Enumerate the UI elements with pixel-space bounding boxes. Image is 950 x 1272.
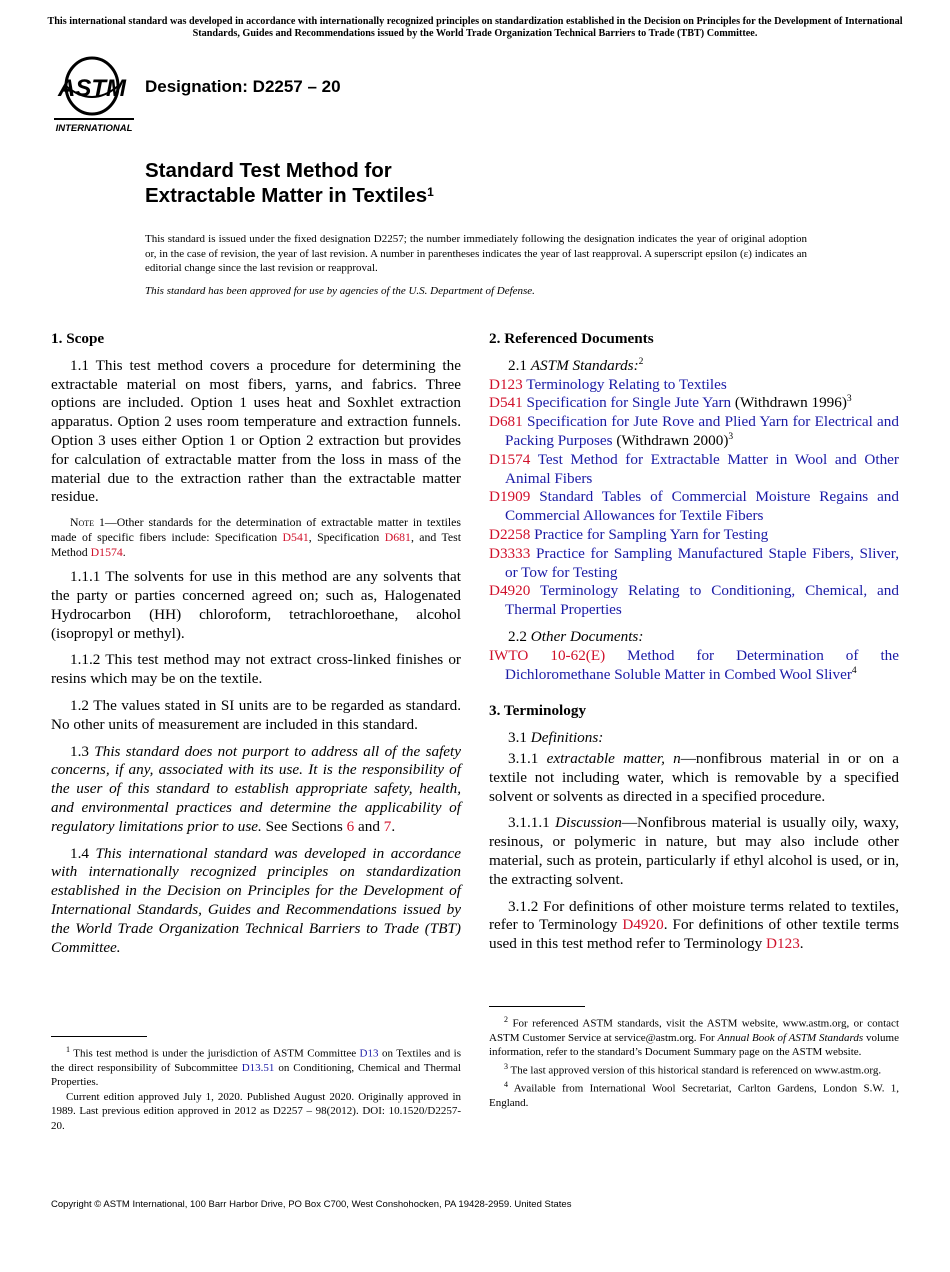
para-1-2: 1.2 The values stated in SI units are to be regarded as standard. No other units of measurement are included in this standard. xyxy=(51,696,461,733)
ref-item[interactable]: D123 Terminology Relating to Textiles xyxy=(489,375,727,393)
ref-item[interactable]: D541 Specification for Single Jute Yarn (Withdrawn 1996)$^3$ xyxy=(489,394,852,412)
link-d541[interactable]: D541 xyxy=(282,530,309,545)
ref-item[interactable]: D1909 Standard Tables of Commercial Moisture Regains and Commercial Allowances for Textile Fibers xyxy=(489,488,899,525)
astm-logo xyxy=(52,56,136,136)
ref-item[interactable]: D681 Specification for Jute Rove and Plied Yarn for Electrical and Packing Purposes (Withdrawn 2000)$^3$ xyxy=(489,413,899,449)
footnote-rule xyxy=(51,1036,147,1037)
link-section-7[interactable]: 7 xyxy=(383,817,392,835)
link-subcommittee-d1351[interactable]: D13.51 xyxy=(241,1062,275,1075)
link-section-6[interactable]: 6 xyxy=(346,817,355,835)
note-1: Note 1—Other standards for the determination of extractable matter in textiles made of specific fibers include: Specification D541, Specification D681, and Test Method D1574. xyxy=(51,515,461,560)
dod-approval: This standard has been approved for use by agencies of the U.S. Department of Defense. xyxy=(145,284,535,297)
para-1-3: 1.3 This standard does not purport to address all of the safety concerns, if any, associated with its use. It is the responsibility of the user of this standard to establish appropriate safety, health, and environmental practices and determine the applicability of regulatory limitations prior to use. See Sections 6 and 7. xyxy=(51,742,461,835)
other-documents-list xyxy=(489,647,899,685)
ref-item[interactable]: D3333 Practice for Sampling Manufactured Staple Fibers, Sliver, or Tow for Testing xyxy=(489,544,899,581)
designation: Designation: D2257 – 20 xyxy=(145,77,341,96)
para-1-4: 1.4 This international standard was developed in accordance with internationally recognized principles on standardization established in the Decision on Principles for the Development of International Standards, Guides and Recommendations issued by the World Trade Organization Technical Barriers to Trade (TBT) Committee. xyxy=(51,844,461,956)
current-edition-note: Current edition approved July 1, 2020. Published August 2020. Originally approved in 1989. Last previous edition approved in 2012 as D2257 – 98(2012). DOI: 10.1520/D2257-20. xyxy=(51,1090,461,1132)
title-line-2: Extractable Matter in Textiles$^1$ xyxy=(145,184,434,207)
astm-standards-list xyxy=(489,376,899,620)
section-terminology-heading: 3. Terminology xyxy=(489,702,587,720)
footnote-4: $^4$ Available from International Wool Secretariat, Carlton Gardens, London S.W. 1, England. xyxy=(489,1079,899,1109)
ref-item[interactable]: IWTO 10-62(E) Method for Determination of the Dichloromethane Soluble Matter in Combed Wool Sliver$^4$ xyxy=(489,646,900,683)
section-referenced-heading: 2. Referenced Documents xyxy=(489,330,654,347)
para-3-1-1: 3.1.1 extractable matter, n—nonfibrous material in or on a textile not including water, which is removable by a specified solvent or solvents as directed in a specified procedure. xyxy=(489,749,899,805)
footnote-3: $^3$ The last approved version of this historical standard is referenced on www.astm.org. xyxy=(504,1061,882,1077)
title-footnote-ref: 1 xyxy=(427,185,434,199)
ref-item[interactable]: D4920 Terminology Relating to Conditioning, Chemical, and Thermal Properties xyxy=(489,582,899,619)
section-scope-heading: 1. Scope xyxy=(51,330,105,347)
link-d681[interactable]: D681 xyxy=(384,530,411,545)
title-line-1: Standard Test Method for xyxy=(145,159,392,182)
copyright-notice: Copyright © ASTM International, 100 Barr Harbor Drive, PO Box C700, West Conshohocken, PA 19428-2959. United States xyxy=(51,1199,572,1210)
preamble xyxy=(145,232,807,298)
left-column xyxy=(51,330,461,965)
astm-standards-label: 2.1 ASTM Standards:$^2$ xyxy=(508,356,644,374)
para-1-1-2: 1.1.2 This test method may not extract cross-linked finishes or resins which may be on the textile. xyxy=(51,651,461,688)
left-footnotes xyxy=(51,1036,461,1133)
right-footnotes xyxy=(489,1006,899,1110)
para-1-1-1: 1.1.1 The solvents for use in this method are any solvents that the party or parties concerned agreed on; such as, Halogenated Hydrocarbon (HH) chloroform, tetrachloroethane, alcohol (isopropyl or methyl). xyxy=(51,568,461,642)
para-3-1-1-1: 3.1.1.1 Discussion—Nonfibrous material is usually oily, waxy, resinous, or polymeric in nature, but may also include other material, such as protein, particularly if ethyl alcohol is used, or in, the extracting solvent. xyxy=(489,814,899,888)
tbt-banner: This international standard was developed in accordance with internationally recognized principles on standardization established in the Decision on Principles for the Development of International Standards, Guides and Recommendations issued by the World Trade Organization Technical Barriers to Trade (TBT) Committee. xyxy=(47,16,903,39)
other-documents-label: 2.2 Other Documents: xyxy=(508,627,644,645)
link-d4920[interactable]: D4920 xyxy=(622,916,664,934)
para-3-1-2: 3.1.2 For definitions of other moisture terms related to textiles, refer to Terminology D4920. For definitions of other textile terms used in this test method refer to Terminology D123. xyxy=(489,897,899,953)
para-3-1: 3.1 Definitions: xyxy=(508,729,604,747)
logo-subtext: INTERNATIONAL xyxy=(55,123,133,134)
document-title xyxy=(145,158,434,208)
para-1-1: 1.1 This test method covers a procedure for determining the extractable material on most fibers, yarns, and fabrics. Three options are included. Option 1 uses heat and Soxhlet extraction apparatus. Option 2 uses room temperature and extraction funnels. Option 3 uses either Option 1 or Option 2 extraction but provides for calculation of extractable matter from the loss in mass of the material due to the extraction rather than the extractable matter residue. xyxy=(51,356,461,506)
link-d1574[interactable]: D1574 xyxy=(90,545,123,560)
link-d123[interactable]: D123 xyxy=(766,935,800,953)
right-column xyxy=(489,330,899,962)
footnote-2: $^2$ For referenced ASTM standards, visit the ASTM website, www.astm.org, or contact ASTM Customer Service at service@astm.org. For Annual Book of ASTM Standards volume information, refer to the standard’s Document Summary page on the ASTM website. xyxy=(489,1015,899,1059)
footnote-rule xyxy=(489,1006,585,1007)
ref-item[interactable]: D1574 Test Method for Extractable Matter in Wool and Other Animal Fibers xyxy=(489,450,899,487)
ref-item[interactable]: D2258 Practice for Sampling Yarn for Testing xyxy=(489,525,769,543)
logo-text: ASTM xyxy=(58,75,126,102)
footnote-1: $^1$ This test method is under the jurisdiction of ASTM Committee D13 on Textiles and is the direct responsibility of Subcommittee D13.51 on Conditioning, Chemical and Thermal Properties. xyxy=(51,1045,461,1089)
issuance-note: This standard is issued under the fixed designation D2257; the number immediately following the designation indicates the year of original adoption or, in the case of revision, the year of last revision. A number in parentheses indicates the year of last reapproval. A superscript epsilon (ε) indicates an editorial change since the last revision or reapproval. xyxy=(145,233,807,275)
link-committee-d13[interactable]: D13 xyxy=(359,1047,379,1060)
